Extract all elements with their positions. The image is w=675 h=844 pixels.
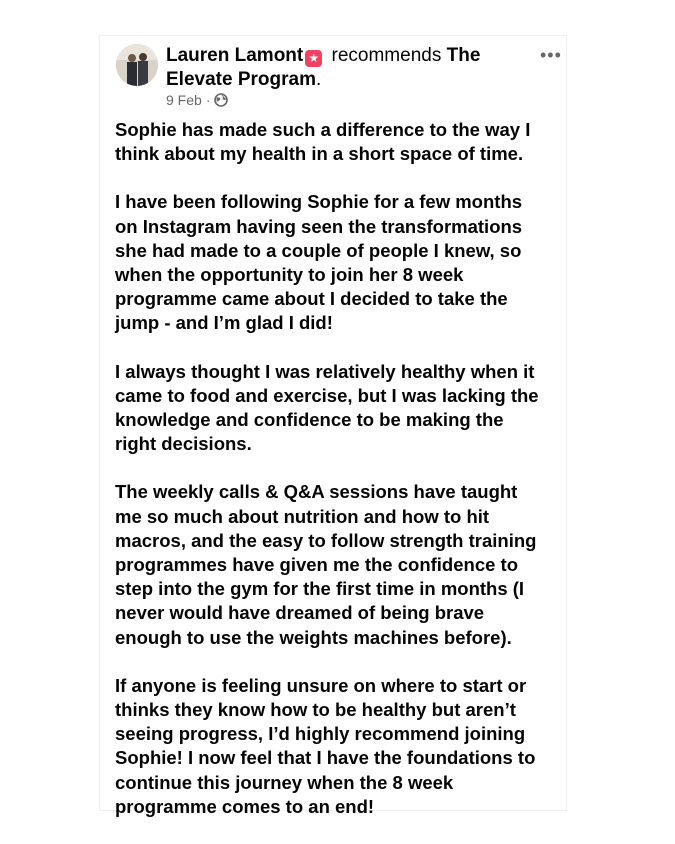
post-paragraph: The weekly calls & Q&A sessions have taught me so much about nutrition and how to hit macros, and the easy to follow strength training programmes have given me the confidence to step into the gym for the first time in months (I never would have dreamed of being brave enough to use the weights machines before).: [115, 481, 537, 648]
star-badge-icon: ★: [305, 50, 322, 67]
author-name[interactable]: Lauren Lamont: [166, 45, 304, 66]
post-paragraph: If anyone is feeling unsure on where to start or thinks they know how to be healthy but aren’t seeing progress, I’d highly recommend joining Sophie! I now feel that I have the foundations to continue this journey when the 8 week programme comes to an end!: [115, 674, 536, 817]
meta-separator: ·: [205, 92, 211, 108]
post-date[interactable]: 9 Feb: [166, 92, 202, 108]
post-meta: [166, 91, 228, 109]
more-options-button[interactable]: [540, 46, 562, 64]
ellipsis-icon: •••: [540, 45, 562, 65]
post-paragraph: Sophie has made such a difference to the way I think about my health in a short space of time.: [115, 119, 531, 165]
avatar[interactable]: [116, 44, 158, 86]
post-paragraph: I always thought I was relatively healthy when it came to food and exercise, but I was lacking the knowledge and confidence to be making the right decisions.: [115, 360, 539, 455]
program-name-link[interactable]: The Elevate Program: [166, 45, 481, 90]
post-body: [115, 118, 560, 843]
recommends-text: recommends: [331, 45, 442, 66]
avatar-photo: [116, 44, 158, 86]
globe-icon: [214, 93, 228, 107]
post-header: [166, 44, 526, 92]
post-paragraph: I have been following Sophie for a few months on Instagram having seen the transformations she had made to a couple of people I knew, so when the opportunity to join her 8 week programme came about I decided to take the jump - and I’m glad I did!: [115, 191, 523, 334]
header-period: .: [315, 69, 322, 90]
